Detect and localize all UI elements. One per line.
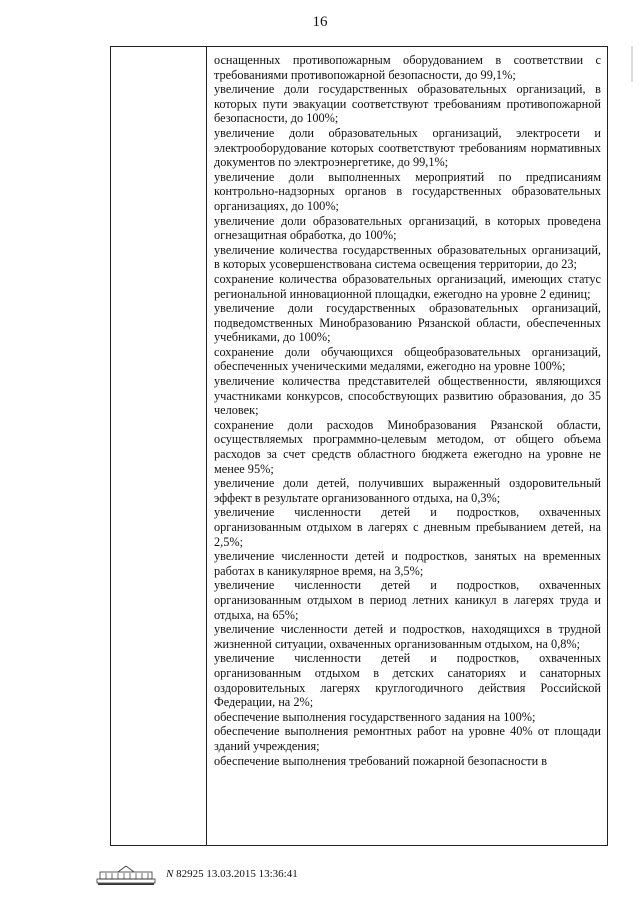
list-item: обеспечение выполнения государственного задания на 100%; (214, 709, 536, 724)
list-item: увеличение количества представителей общественности, являющихся участниками конкурсов, способствующих развитию образования, до 35 человек; (214, 374, 601, 418)
list-item: увеличение численности детей и подростков, находящихся в трудной жизненной ситуации, охваченных организованным отдыхом, на 0,8%; (214, 622, 601, 651)
document-registration-stamp (166, 868, 298, 880)
document-datetime: 13.03.2015 13:36:41 (206, 868, 298, 880)
list-item: увеличение количества государственных образовательных организаций, в которых усовершенствована система освещения территории, до 23; (214, 242, 601, 272)
list-item: увеличение доли государственных образовательных организаций, подведомственных Минобразованию Рязанской области, обеспеченных учебниками, до 100%; (214, 301, 601, 345)
table-right-column (207, 47, 607, 845)
document-footer (96, 864, 336, 886)
government-building-logo (96, 864, 156, 891)
page-number: 16 (312, 14, 328, 30)
document-table (110, 46, 608, 846)
list-item: сохранение доли расходов Минобразования Рязанской области, осуществляемых программно-целевым методом, от общего объема расходов за счет средств областного бюджета ежегодно на уровне не менее 95%; (214, 417, 601, 476)
document-number: 82925 (176, 868, 204, 880)
list-item: сохранение доли обучающихся общеобразовательных организаций, обеспеченных ученическими медалями, ежегодно на уровне 100%; (214, 344, 601, 374)
list-item: увеличение доли детей, получивших выраженный оздоровительный эффект в результате организованного отдыха, на 0,3%; (214, 476, 601, 505)
list-item: увеличение доли образовательных организаций, в которых проведена огнезащитная обработка, до 100%; (214, 213, 601, 243)
margin-mark (628, 44, 636, 84)
list-item: увеличение численности детей и подростков, охваченных организованным отдыхом в лагерях с дневным пребыванием детей, на 2,5%; (214, 505, 601, 549)
list-item: увеличение численности детей и подростков, занятых на временных работах в каникулярное время, на 3,5%; (214, 549, 601, 578)
list-item: увеличение доли выполненных мероприятий по предписаниям контрольно-надзорных органов в государственных образовательных организациях, до 100%; (214, 169, 601, 213)
list-item: обеспечение выполнения требований пожарной безопасности в (214, 753, 548, 768)
list-item: увеличение доли образовательных организаций, электросети и электрооборудование которых соответствуют требованиям нормативных документов по электроэнергетике, до 99,1%; (214, 125, 601, 170)
list-item: увеличение доли государственных образовательных организаций, в которых пути эвакуации соответствуют требованиям противопожарной безопасности, до 100%; (214, 82, 601, 126)
number-mark: N (166, 868, 174, 880)
list-item: обеспечение выполнения ремонтных работ на уровне 40% от площади зданий учреждения; (214, 724, 601, 753)
list-item: оснащенных противопожарным оборудованием в соответствии с требованиями противопожарной безопасности, до 99,1%; (214, 53, 601, 82)
table-left-column (111, 47, 207, 845)
list-item: увеличение численности детей и подростков, охваченных организованным отдыхом в период летних каникул в лагерях труда и отдыха, на 65%; (214, 578, 601, 622)
list-item: увеличение численности детей и подростков, охваченных организованным отдыхом в детских санаториях и санаторных оздоровительных лагерях круглогодичного действия Российской Федерации, на 2%; (214, 651, 601, 710)
list-item: сохранение количества образовательных организаций, имеющих статус региональной инновационной площадки, ежегодно на уровне 2 единиц; (214, 271, 601, 301)
